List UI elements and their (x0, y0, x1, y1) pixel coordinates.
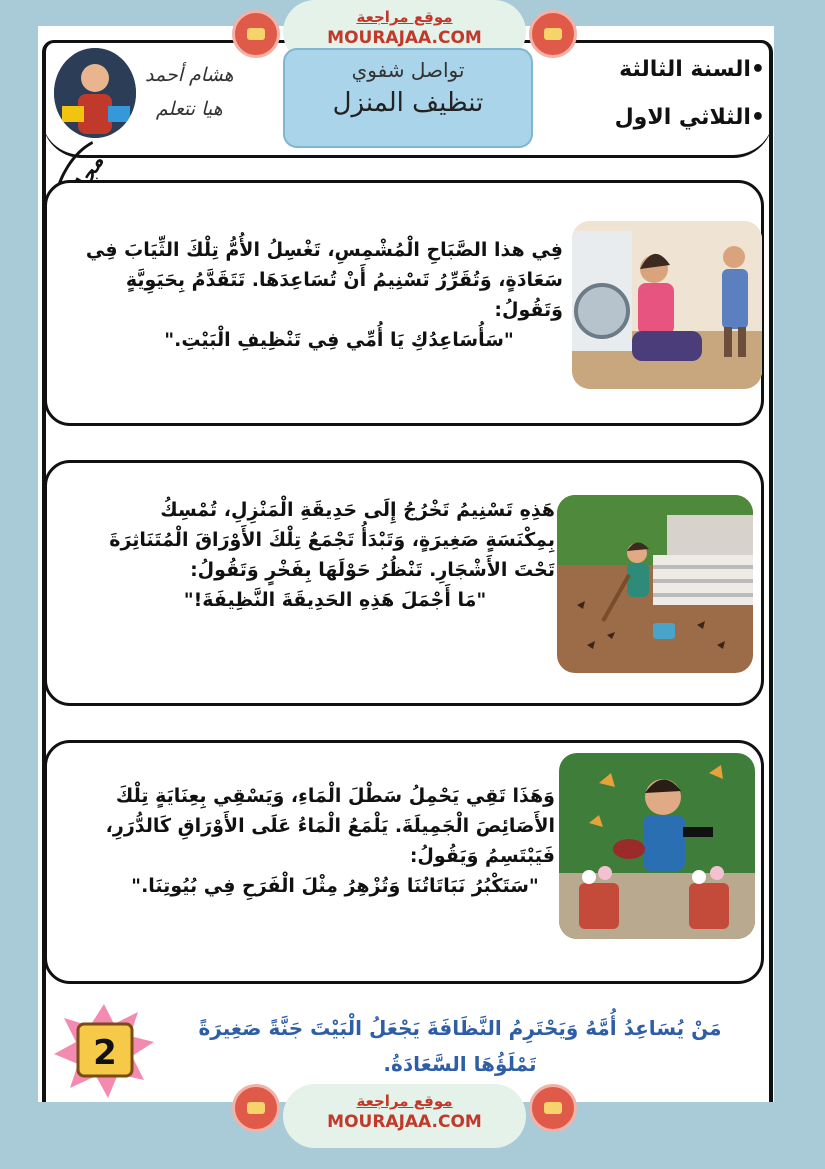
site-logo-icon (529, 10, 577, 58)
story-quote: "سَأُسَاعِدُكِ يَا أُمِّي فِي تَنْظِيفِ الْبَيْتِ." (164, 329, 514, 351)
title-box (283, 48, 533, 148)
story-text-2 (85, 495, 555, 615)
story-panel-2 (44, 460, 764, 706)
watermark-bottom[interactable] (283, 1084, 526, 1148)
avatar (54, 48, 136, 138)
story-paragraph: فِي هذا الصَّبَاحِ الْمُشْمِسِ، تَغْسِلُ الأُمُّ تِلْكَ الثِّيَابَ فِي سَعَادَةٍ، وَتُقَرِّرُ تَسْنِيمُ أَنْ تُسَاعِدَهَا. تَتَقَدَّمُ بِحَيَوِيَّةٍ وَتَقُولُ: (85, 239, 563, 321)
story-paragraph: وَهَذَا تَقِي يَحْمِلُ سَطْلَ الْمَاءِ، وَيَسْقِي بِعِنَايَةٍ تِلْكَ الأَصَائِصَ الْجَمِيلَةَ. يَلْمَعُ الْمَاءُ عَلَى الأَوْرَاقِ كَالدُّرَرِ، فَيَبْتَسِمُ وَيَقُولُ: (105, 785, 555, 867)
page-title: تنظيف المنزل (332, 88, 484, 118)
term-line: •الثلاثي الاول (614, 105, 765, 130)
story-quote: "سَتَكْبُرُ نَبَاتَاتُنَا وَتُزْهِرُ مِثْلَ الْفَرَحِ فِي بُيُوتِنَا." (131, 875, 539, 897)
laundry-illustration (572, 221, 762, 389)
page-number: 2 (93, 1033, 117, 1073)
story-text-3 (85, 781, 555, 901)
grade-line: •السنة الثالثة (619, 57, 765, 82)
page-number-badge (52, 1002, 156, 1100)
author-subtitle: هيا نتعلم (155, 98, 223, 120)
site-logo-icon (232, 10, 280, 58)
story-panel-3 (44, 740, 764, 984)
story-text-1 (85, 235, 563, 355)
grade-info (615, 46, 765, 142)
watering-plants-illustration (559, 753, 755, 939)
story-panel-1 (44, 180, 764, 426)
subject-title: تواصل شفوي (351, 58, 465, 82)
author-name: هشام أحمد (145, 64, 234, 86)
watermark-latin: MOURAJAA.COM (327, 28, 482, 48)
garden-sweeping-illustration (557, 495, 753, 673)
site-logo-icon (232, 1084, 280, 1132)
watermark-latin: MOURAJAA.COM (327, 1112, 482, 1132)
watermark-arabic: موقع مراجعة (356, 1092, 453, 1110)
story-quote: "مَا أَجْمَلَ هَذِهِ الحَدِيقَةَ النَّظِيفَةَ!" (183, 589, 487, 611)
story-moral: مَنْ يُسَاعِدُ أُمَّهُ وَيَحْتَرِمُ النَّظَافَةَ يَجْعَلُ الْبَيْتَ جَنَّةً صَغِيرَةً تَمْلَؤُهَا السَّعَادَةُ. (198, 1016, 722, 1076)
watermark-arabic: موقع مراجعة (356, 8, 453, 26)
story-paragraph: هَذِهِ تَسْنِيمُ تَخْرُجُ إِلَى حَدِيقَةِ الْمَنْزِلِ، تُمْسِكُ بِمِكْنَسَةٍ صَغِيرَةٍ، وَتَبْدَأُ تَجْمَعُ تِلْكَ الأَوْرَاقَ الْمُتَنَاثِرَةَ تَحْتَ الأَشْجَارِ. تَنْظُرُ حَوْلَهَا بِفَخْرٍ وَتَقُولُ: (109, 499, 555, 581)
site-logo-icon (529, 1084, 577, 1132)
author-signature (145, 58, 234, 126)
